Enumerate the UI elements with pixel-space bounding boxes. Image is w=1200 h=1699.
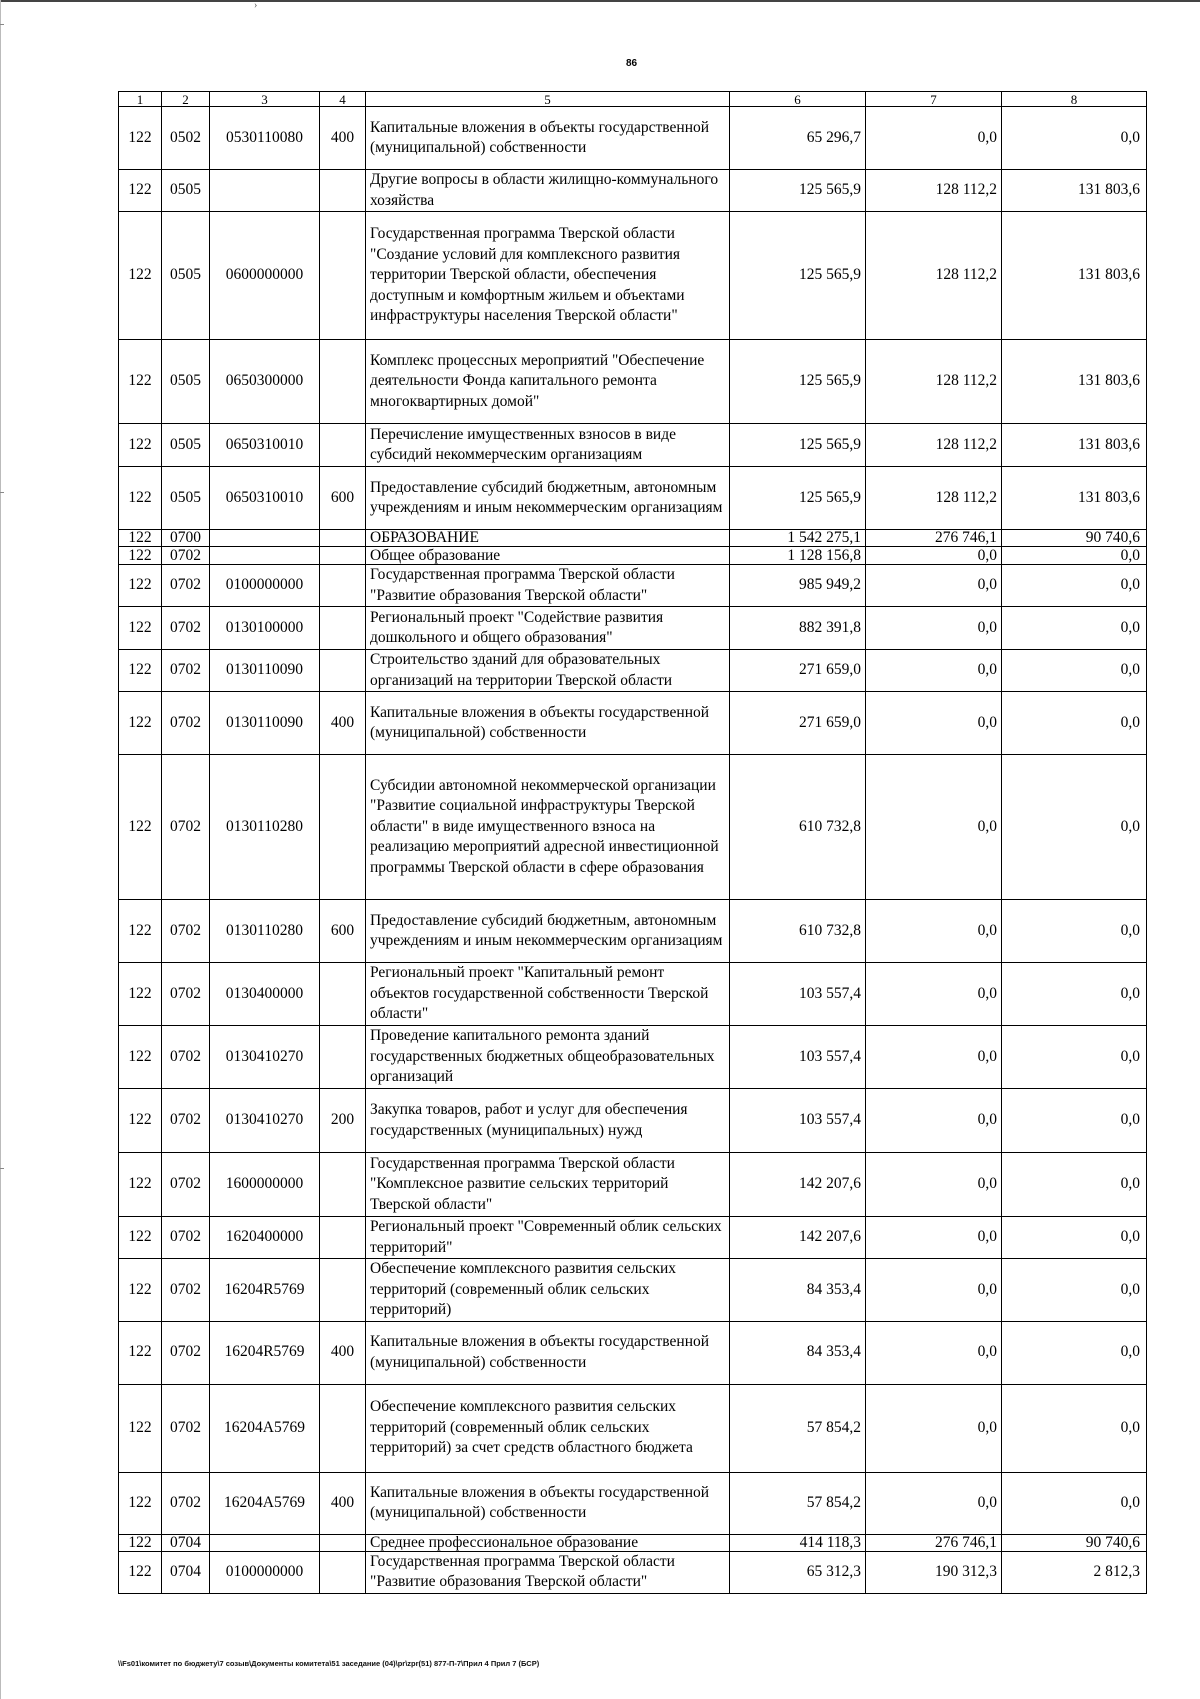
agency-code-cell: 122 [119,340,162,424]
expense-type-cell: 600 [320,467,366,530]
target-article-cell: 1620400000 [210,1217,320,1259]
agency-code-cell: 122 [119,107,162,170]
item-name-cell: Проведение капитального ремонта зданий государственных бюджетных общеобразовательных организаций [366,1026,730,1089]
amount-year3-cell: 0,0 [1002,900,1147,963]
target-article-cell: 0130110090 [210,692,320,755]
amount-year3-cell: 0,0 [1002,1089,1147,1153]
amount-year1-cell: 125 565,9 [730,340,866,424]
table-row [119,607,1147,650]
item-name-cell: Капитальные вложения в объекты государственной (муниципальной) собственности [366,107,730,170]
amount-year1-cell: 125 565,9 [730,170,866,212]
expense-type-cell: 400 [320,692,366,755]
expense-type-cell [320,1551,366,1593]
amount-year1-cell: 610 732,8 [730,755,866,900]
section-code-cell: 0702 [162,900,210,963]
table-row [119,565,1147,607]
item-name-cell: Общее образование [366,547,730,565]
amount-year1-cell: 125 565,9 [730,424,866,467]
section-code-cell: 0505 [162,467,210,530]
amount-year2-cell: 0,0 [866,1321,1002,1384]
target-article-cell: 0100000000 [210,1551,320,1593]
target-article-cell: 0530110080 [210,107,320,170]
header-cell: 4 [320,92,366,107]
target-article-cell: 0130110280 [210,755,320,900]
amount-year3-cell: 0,0 [1002,107,1147,170]
target-article-cell [210,1534,320,1551]
item-name-cell: ОБРАЗОВАНИЕ [366,530,730,547]
target-article-cell: 16204R5769 [210,1321,320,1384]
expense-type-cell: 400 [320,1321,366,1384]
header-cell: 7 [866,92,1002,107]
table-row [119,1384,1147,1472]
table-row [119,1026,1147,1089]
amount-year2-cell: 128 112,2 [866,340,1002,424]
amount-year2-cell: 0,0 [866,565,1002,607]
item-name-cell: Субсидии автономной некоммерческой организации "Развитие социальной инфраструктуры Тверской области" в виде имущественного взноса на реализацию мероприятий адресной инвестиционной программы Тверской области в сфере образования [366,755,730,900]
agency-code-cell: 122 [119,692,162,755]
agency-code-cell: 122 [119,900,162,963]
amount-year1-cell: 84 353,4 [730,1259,866,1322]
section-code-cell: 0702 [162,607,210,650]
target-article-cell: 0650310010 [210,424,320,467]
target-article-cell: 16204A5769 [210,1384,320,1472]
amount-year1-cell: 65 296,7 [730,107,866,170]
amount-year2-cell: 0,0 [866,1153,1002,1217]
agency-code-cell: 122 [119,963,162,1026]
expense-type-cell [320,212,366,340]
amount-year2-cell: 0,0 [866,1217,1002,1259]
item-name-cell: Капитальные вложения в объекты государственной (муниципальной) собственности [366,1472,730,1534]
expense-type-cell [320,424,366,467]
expense-type-cell [320,1384,366,1472]
item-name-cell: Региональный проект "Содействие развития дошкольного и общего образования" [366,607,730,650]
amount-year1-cell: 271 659,0 [730,650,866,692]
section-code-cell: 0704 [162,1551,210,1593]
table-row [119,1259,1147,1322]
scan-left-edge [0,0,1,1699]
amount-year2-cell: 128 112,2 [866,467,1002,530]
agency-code-cell: 122 [119,1089,162,1153]
amount-year1-cell: 57 854,2 [730,1384,866,1472]
expense-type-cell: 400 [320,1472,366,1534]
amount-year1-cell: 103 557,4 [730,1089,866,1153]
file-path-footer: \\Fs01\комитет по бюджету\7 созыв\Документы комитета\51 заседание (04)\pr\zpr(51) 877-П-7\Прил 4 Прил 7 (БСР) [118,1659,540,1668]
section-code-cell: 0502 [162,107,210,170]
amount-year2-cell: 0,0 [866,755,1002,900]
table-row [119,900,1147,963]
table-row [119,692,1147,755]
amount-year1-cell: 103 557,4 [730,963,866,1026]
expense-type-cell [320,607,366,650]
amount-year3-cell: 0,0 [1002,1259,1147,1322]
corner-mark: › [254,0,258,11]
amount-year2-cell: 0,0 [866,650,1002,692]
expense-type-cell [320,650,366,692]
agency-code-cell: 122 [119,650,162,692]
amount-year3-cell: 0,0 [1002,1321,1147,1384]
item-name-cell: Предоставление субсидий бюджетным, автономным учреждениям и иным некоммерческим организациям [366,900,730,963]
amount-year2-cell: 0,0 [866,547,1002,565]
scan-top-edge [0,0,1200,2]
page-number: 86 [625,58,638,69]
table-row [119,1472,1147,1534]
amount-year3-cell: 0,0 [1002,1026,1147,1089]
expense-type-cell [320,565,366,607]
item-name-cell: Капитальные вложения в объекты государственной (муниципальной) собственности [366,1321,730,1384]
amount-year3-cell: 0,0 [1002,1217,1147,1259]
target-article-cell: 0650300000 [210,340,320,424]
agency-code-cell: 122 [119,212,162,340]
amount-year1-cell: 65 312,3 [730,1551,866,1593]
amount-year3-cell: 0,0 [1002,963,1147,1026]
item-name-cell: Государственная программа Тверской области "Создание условий для комплексного развития территории Тверской области, обеспечения доступным и комфортным жильем и объектами инфраструктуры населения Тверской области" [366,212,730,340]
amount-year1-cell: 57 854,2 [730,1472,866,1534]
expense-type-cell [320,340,366,424]
amount-year3-cell: 90 740,6 [1002,1534,1147,1551]
header-cell: 8 [1002,92,1147,107]
budget-table [118,91,1147,1594]
amount-year2-cell: 0,0 [866,607,1002,650]
amount-year1-cell: 985 949,2 [730,565,866,607]
agency-code-cell: 122 [119,1551,162,1593]
header-cell: 3 [210,92,320,107]
agency-code-cell: 122 [119,755,162,900]
amount-year2-cell: 128 112,2 [866,424,1002,467]
expense-type-cell: 200 [320,1089,366,1153]
section-code-cell: 0702 [162,650,210,692]
table-row [119,170,1147,212]
table-row [119,1217,1147,1259]
amount-year1-cell: 142 207,6 [730,1153,866,1217]
amount-year3-cell: 0,0 [1002,1384,1147,1472]
amount-year2-cell: 190 312,3 [866,1551,1002,1593]
expense-type-cell: 400 [320,107,366,170]
expense-type-cell: 600 [320,900,366,963]
section-code-cell: 0702 [162,547,210,565]
amount-year3-cell: 0,0 [1002,650,1147,692]
section-code-cell: 0702 [162,1384,210,1472]
table-row [119,530,1147,547]
expense-type-cell [320,170,366,212]
target-article-cell [210,547,320,565]
item-name-cell: Обеспечение комплексного развития сельских территорий (современный облик сельских территорий) [366,1259,730,1322]
agency-code-cell: 122 [119,467,162,530]
amount-year2-cell: 0,0 [866,1384,1002,1472]
item-name-cell: Предоставление субсидий бюджетным, автономным учреждениям и иным некоммерческим организациям [366,467,730,530]
amount-year3-cell: 0,0 [1002,1153,1147,1217]
table-row [119,1534,1147,1551]
agency-code-cell: 122 [119,1153,162,1217]
amount-year1-cell: 125 565,9 [730,212,866,340]
section-code-cell: 0505 [162,212,210,340]
amount-year3-cell: 131 803,6 [1002,340,1147,424]
section-code-cell: 0702 [162,1259,210,1322]
target-article-cell: 0130410270 [210,1089,320,1153]
target-article-cell: 0130110280 [210,900,320,963]
item-name-cell: Комплекс процессных мероприятий "Обеспечение деятельности Фонда капитального ремонта многоквартирных домой" [366,340,730,424]
section-code-cell: 0702 [162,1472,210,1534]
amount-year2-cell: 0,0 [866,1089,1002,1153]
table-row [119,340,1147,424]
agency-code-cell: 122 [119,1321,162,1384]
amount-year3-cell: 131 803,6 [1002,467,1147,530]
amount-year1-cell: 142 207,6 [730,1217,866,1259]
header-row [119,92,1147,107]
table-body [119,107,1147,1594]
item-name-cell: Строительство зданий для образовательных организаций на территории Тверской области [366,650,730,692]
amount-year3-cell: 0,0 [1002,692,1147,755]
item-name-cell: Региональный проект "Современный облик сельских территорий" [366,1217,730,1259]
section-code-cell: 0704 [162,1534,210,1551]
section-code-cell: 0702 [162,755,210,900]
amount-year1-cell: 1 542 275,1 [730,530,866,547]
target-article-cell: 16204A5769 [210,1472,320,1534]
amount-year2-cell: 0,0 [866,107,1002,170]
table-row [119,650,1147,692]
table-row [119,212,1147,340]
item-name-cell: Государственная программа Тверской области "Комплексное развитие сельских территорий Тверской области" [366,1153,730,1217]
margin-tick [0,24,4,25]
amount-year2-cell: 128 112,2 [866,212,1002,340]
target-article-cell [210,530,320,547]
expense-type-cell [320,963,366,1026]
section-code-cell: 0702 [162,1153,210,1217]
header-cell: 1 [119,92,162,107]
section-code-cell: 0505 [162,170,210,212]
expense-type-cell [320,530,366,547]
amount-year2-cell: 0,0 [866,1472,1002,1534]
amount-year2-cell: 0,0 [866,1026,1002,1089]
table-row [119,1153,1147,1217]
agency-code-cell: 122 [119,1472,162,1534]
expense-type-cell [320,1026,366,1089]
section-code-cell: 0700 [162,530,210,547]
amount-year2-cell: 0,0 [866,1259,1002,1322]
target-article-cell: 0130100000 [210,607,320,650]
agency-code-cell: 122 [119,1259,162,1322]
agency-code-cell: 122 [119,1217,162,1259]
item-name-cell: Среднее профессиональное образование [366,1534,730,1551]
amount-year3-cell: 0,0 [1002,565,1147,607]
table-row [119,467,1147,530]
target-article-cell: 0650310010 [210,467,320,530]
amount-year3-cell: 131 803,6 [1002,170,1147,212]
section-code-cell: 0702 [162,565,210,607]
amount-year1-cell: 882 391,8 [730,607,866,650]
amount-year3-cell: 0,0 [1002,607,1147,650]
amount-year1-cell: 103 557,4 [730,1026,866,1089]
amount-year3-cell: 131 803,6 [1002,212,1147,340]
header-cell: 2 [162,92,210,107]
target-article-cell: 0130410270 [210,1026,320,1089]
margin-tick [0,1168,4,1169]
amount-year3-cell: 0,0 [1002,755,1147,900]
amount-year1-cell: 414 118,3 [730,1534,866,1551]
section-code-cell: 0702 [162,1089,210,1153]
agency-code-cell: 122 [119,170,162,212]
table-row [119,1089,1147,1153]
section-code-cell: 0505 [162,340,210,424]
section-code-cell: 0702 [162,963,210,1026]
agency-code-cell: 122 [119,530,162,547]
target-article-cell: 16204R5769 [210,1259,320,1322]
item-name-cell: Государственная программа Тверской области "Развитие образования Тверской области" [366,565,730,607]
amount-year3-cell: 90 740,6 [1002,530,1147,547]
target-article-cell: 0600000000 [210,212,320,340]
section-code-cell: 0702 [162,1217,210,1259]
item-name-cell: Капитальные вложения в объекты государственной (муниципальной) собственности [366,692,730,755]
amount-year1-cell: 271 659,0 [730,692,866,755]
amount-year3-cell: 2 812,3 [1002,1551,1147,1593]
amount-year3-cell: 0,0 [1002,1472,1147,1534]
agency-code-cell: 122 [119,565,162,607]
table-row [119,1321,1147,1384]
amount-year2-cell: 0,0 [866,963,1002,1026]
agency-code-cell: 122 [119,1384,162,1472]
table-row [119,424,1147,467]
expense-type-cell [320,547,366,565]
target-article-cell: 1600000000 [210,1153,320,1217]
item-name-cell: Государственная программа Тверской области "Развитие образования Тверской области" [366,1551,730,1593]
agency-code-cell: 122 [119,1534,162,1551]
expense-type-cell [320,1259,366,1322]
section-code-cell: 0702 [162,692,210,755]
amount-year2-cell: 276 746,1 [866,530,1002,547]
amount-year1-cell: 84 353,4 [730,1321,866,1384]
table-row [119,1551,1147,1593]
item-name-cell: Обеспечение комплексного развития сельских территорий (современный облик сельских территорий) за счет средств областного бюджета [366,1384,730,1472]
expense-type-cell [320,1534,366,1551]
item-name-cell: Другие вопросы в области жилищно-коммунального хозяйства [366,170,730,212]
target-article-cell: 0100000000 [210,565,320,607]
header-cell: 5 [366,92,730,107]
item-name-cell: Закупка товаров, работ и услуг для обеспечения государственных (муниципальных) нужд [366,1089,730,1153]
table-row [119,547,1147,565]
target-article-cell: 0130400000 [210,963,320,1026]
section-code-cell: 0702 [162,1321,210,1384]
amount-year2-cell: 276 746,1 [866,1534,1002,1551]
amount-year2-cell: 128 112,2 [866,170,1002,212]
item-name-cell: Перечисление имущественных взносов в виде субсидий некоммерческим организациям [366,424,730,467]
margin-tick [0,492,4,493]
agency-code-cell: 122 [119,1026,162,1089]
amount-year3-cell: 0,0 [1002,547,1147,565]
agency-code-cell: 122 [119,547,162,565]
section-code-cell: 0702 [162,1026,210,1089]
amount-year1-cell: 125 565,9 [730,467,866,530]
table-row [119,963,1147,1026]
table-row [119,107,1147,170]
expense-type-cell [320,1153,366,1217]
section-code-cell: 0505 [162,424,210,467]
header-cell: 6 [730,92,866,107]
amount-year2-cell: 0,0 [866,900,1002,963]
target-article-cell: 0130110090 [210,650,320,692]
expense-type-cell [320,1217,366,1259]
amount-year1-cell: 610 732,8 [730,900,866,963]
table-row [119,755,1147,900]
expense-type-cell [320,755,366,900]
item-name-cell: Региональный проект "Капитальный ремонт объектов государственной собственности Тверской области" [366,963,730,1026]
amount-year3-cell: 131 803,6 [1002,424,1147,467]
target-article-cell [210,170,320,212]
agency-code-cell: 122 [119,424,162,467]
amount-year2-cell: 0,0 [866,692,1002,755]
amount-year1-cell: 1 128 156,8 [730,547,866,565]
agency-code-cell: 122 [119,607,162,650]
